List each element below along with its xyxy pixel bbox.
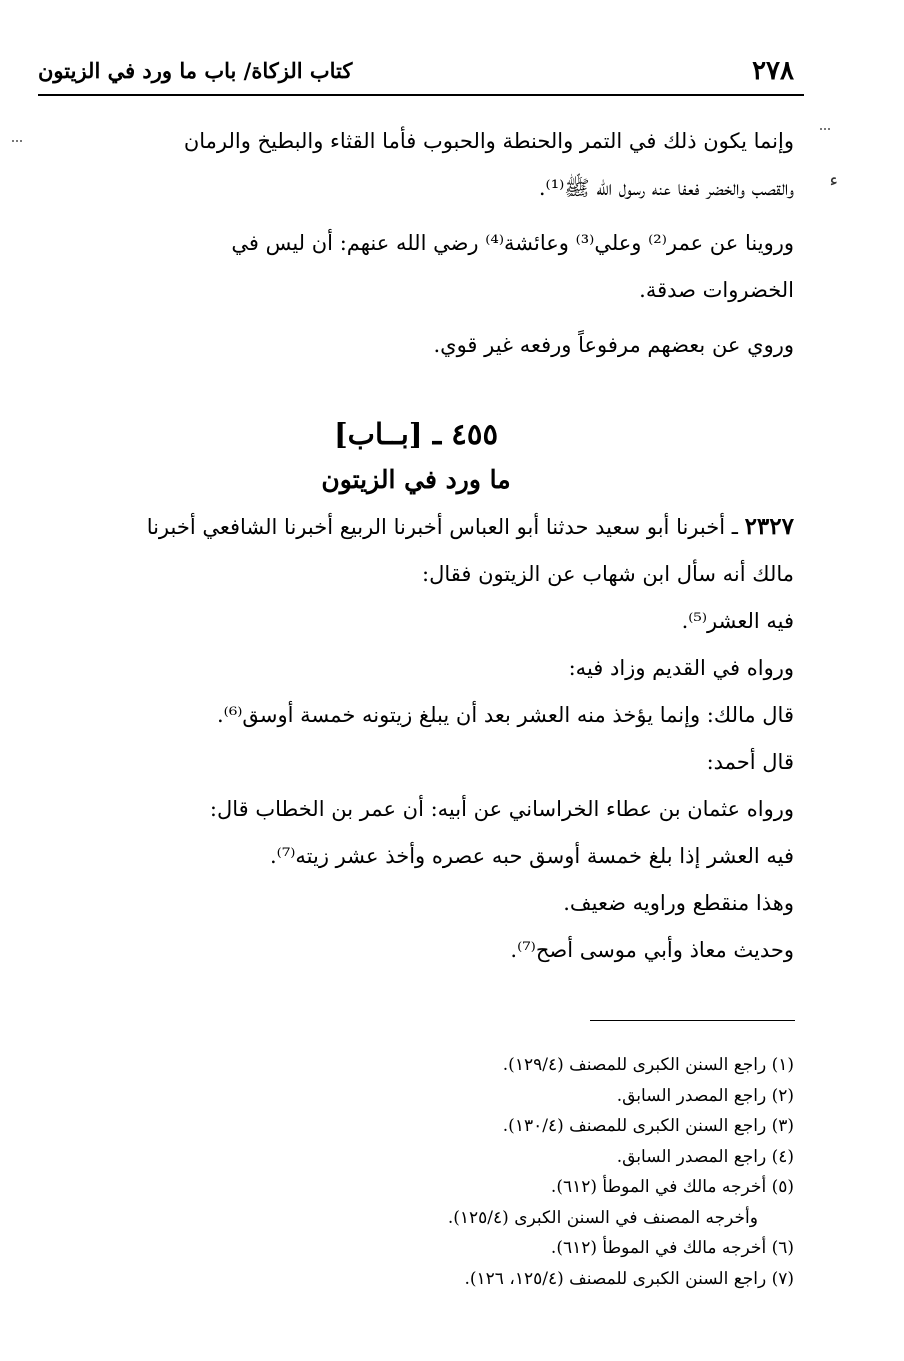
running-header [38,50,804,96]
footnotes [300,1050,794,1294]
paragraph-line: ورواه عثمان بن عطاء الخراساني عن أبيه: أن عمر بن الخطاب قال: [209,797,794,821]
paragraph-line: مالك أنه سأل ابن شهاب عن الزيتون فقال: [422,562,794,586]
chapter-number: ٤٥٥ ـ [بــاب] [333,417,499,451]
paragraph-line: قال مالك: وإنما يؤخذ منه العشر بعد أن يبلغ زيتونه خمسة أوسق⁽⁶⁾. [217,703,794,727]
footnote-separator [590,1020,795,1021]
hadith-text: ـ أخبرنا أبو سعيد حدثنا أبو العباس أخبرنا الربيع أخبرنا الشافعي أخبرنا [146,515,738,539]
paragraph-line: وروي عن بعضهم مرفوعاً ورفعه غير قوي. [433,333,794,357]
header-title: كتاب الزكاة/ باب ما ورد في الزيتون [38,58,353,83]
footnote: (٢) راجع المصدر السابق. [616,1085,794,1106]
footnote: (٤) راجع المصدر السابق. [616,1146,794,1167]
footnote: (٦) أخرجه مالك في الموطأ (٦١٢). [550,1238,794,1258]
footnote-continuation: وأخرجه المصنف في السنن الكبرى (١٢٥/٤). [447,1207,758,1228]
margin-mark: ء [829,170,838,191]
hadith-number: ٢٣٢٧ [744,513,794,540]
footnote: (٥) أخرجه مالك في الموطأ (٦١٢). [550,1177,794,1197]
page-number: ٢٧٨ [752,56,794,86]
paragraph-line: وحديث معاذ وأبي موسى أصح⁽⁷⁾. [510,938,794,962]
paragraph-line: قال أحمد: [706,750,794,774]
paragraph-line: والقصب والخضر فعفا عنه رسول الله ﷺ⁽¹⁾. [538,176,794,200]
paragraph-line: الخضروات صدقة. [639,278,794,302]
footnote: (٧) راجع السنن الكبرى للمصنف (١٢٥/٤، ١٢٦). [464,1268,794,1289]
main-text [38,118,794,974]
scan-mark [820,128,830,134]
paragraph-line: وروينا عن عمر⁽²⁾ وعلي⁽³⁾ وعائشة⁽⁴⁾ رضي الله عنهم: أن ليس في [231,231,794,255]
footnote: (١) راجع السنن الكبرى للمصنف (١٢٩/٤). [502,1055,794,1075]
paragraph-line: فيه العشر⁽⁵⁾. [681,609,794,633]
scan-mark [12,140,22,146]
chapter-title: ما ورد في الزيتون [321,465,511,494]
paragraph-line: فيه العشر إذا بلغ خمسة أوسق حبه عصره وأخذ عشر زيته⁽⁷⁾. [269,844,794,868]
footnote: (٣) راجع السنن الكبرى للمصنف (١٣٠/٤). [502,1116,794,1136]
paragraph-line: ورواه في القديم وزاد فيه: [568,656,794,680]
hadith-line [38,503,794,551]
paragraph-line: وإنما يكون ذلك في التمر والحنطة والحبوب فأما القثاء والبطيخ والرمان [183,129,794,153]
paragraph-line: وهذا منقطع وراويه ضعيف. [563,891,794,915]
